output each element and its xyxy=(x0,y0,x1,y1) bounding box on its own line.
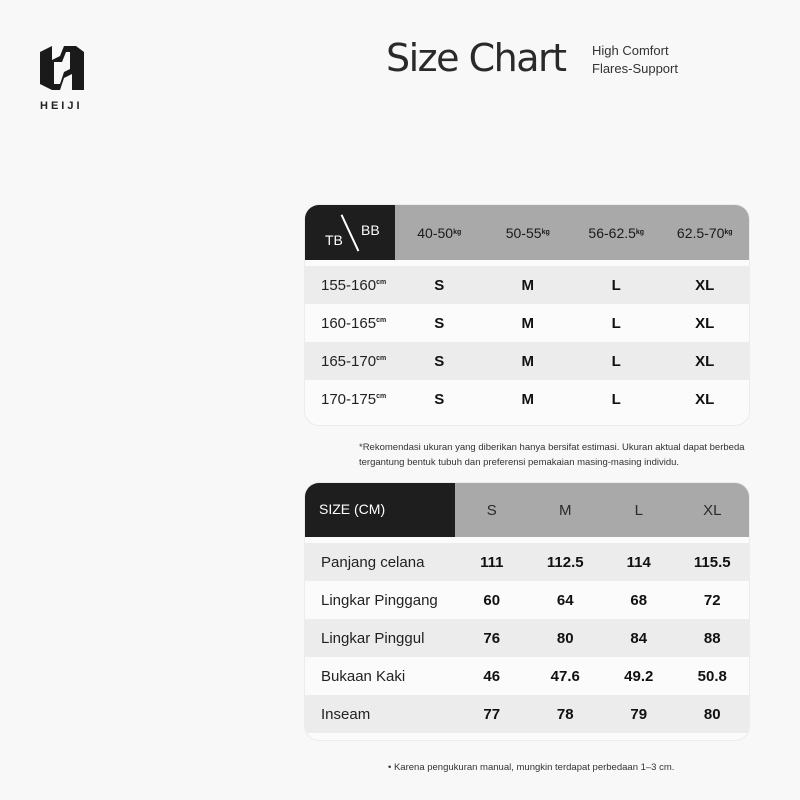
measurement-cell: 49.2 xyxy=(624,667,654,685)
measurement-label: Bukaan Kaki xyxy=(321,667,406,685)
weight-column-header: 50-55 kg xyxy=(505,224,550,241)
page-title: Size Chart xyxy=(386,36,566,80)
measurement-cell: 111 xyxy=(480,553,504,571)
manual-measurement-note: • Karena pengukuran manual, mungkin terdapat perbedaan 1–3 cm. xyxy=(388,762,675,773)
measurement-cell: 50.8 xyxy=(697,667,727,685)
size-cell: S xyxy=(434,276,445,294)
table-row xyxy=(305,342,749,380)
size-cell: XL xyxy=(695,276,715,294)
measurement-label: Panjang celana xyxy=(321,553,425,571)
size-cell: L xyxy=(611,352,621,370)
table-row xyxy=(305,304,749,342)
weight-column-header: 56-62.5 kg xyxy=(588,224,645,241)
page-subtitle xyxy=(592,42,678,78)
measurement-label: Lingkar Pinggul xyxy=(321,629,425,647)
subtitle-line: Flares-Support xyxy=(592,61,678,76)
weight-column-header: 62.5-70 kg xyxy=(676,224,733,241)
height-label: $155-160^{cm}$ xyxy=(321,276,387,294)
size-cell: XL xyxy=(695,352,715,370)
size-cell: XL xyxy=(695,390,715,408)
table-row xyxy=(305,695,749,733)
measurement-cell: 46 xyxy=(483,667,501,685)
header-corner xyxy=(305,205,395,260)
measurement-cell: 64 xyxy=(556,591,574,609)
table-row xyxy=(305,619,749,657)
measurement-cell: 84 xyxy=(630,629,648,647)
measurement-cell: 80 xyxy=(556,629,574,647)
brand-name: HEIJI xyxy=(40,100,83,112)
size-cell: S xyxy=(434,314,445,332)
size-column-header: M xyxy=(559,501,572,519)
table-row xyxy=(305,380,749,418)
measurement-cell: 114 xyxy=(626,553,651,571)
estimation-note: *Rekomendasi ukuran yang diberikan hanya bersifat estimasi. Ukuran aktual dapat berbeda tergantung bentuk tubuh dan preferensi pemakaian masing-masing individu. xyxy=(359,442,745,468)
height-label: $170-175^{cm}$ xyxy=(321,390,387,408)
table-row xyxy=(305,543,749,581)
size-column-header: XL xyxy=(703,501,722,519)
size-cell: S xyxy=(434,352,445,370)
size-cell: S xyxy=(434,390,445,408)
corner-divider xyxy=(341,215,359,252)
size-cell: L xyxy=(611,390,621,408)
measurement-cell: 77 xyxy=(483,705,501,723)
size-recommendation-table xyxy=(305,205,749,425)
table-row xyxy=(305,581,749,619)
measurement-label: Lingkar Pinggang xyxy=(321,591,438,609)
table-row xyxy=(305,266,749,304)
weight-column-header: 40-50 kg xyxy=(417,224,462,241)
size-cell: L xyxy=(611,314,621,332)
subtitle-line: High Comfort xyxy=(592,43,669,58)
measurement-cell: 78 xyxy=(556,705,574,723)
height-axis-label: TB xyxy=(325,232,343,248)
measurement-cell: 79 xyxy=(630,705,648,723)
measurement-cell: 80 xyxy=(703,705,721,723)
table-row xyxy=(305,657,749,695)
table-header xyxy=(305,483,749,537)
height-label: $160-165^{cm}$ xyxy=(321,314,387,332)
measurement-cell: 68 xyxy=(630,591,648,609)
size-cell: M xyxy=(521,352,534,370)
size-cell: M xyxy=(521,276,534,294)
size-cell: XL xyxy=(695,314,715,332)
measurement-cell: 76 xyxy=(483,629,501,647)
measurement-cell: 60 xyxy=(483,591,501,609)
table-header xyxy=(305,205,749,260)
size-column-header: S xyxy=(486,501,497,519)
height-label: $165-170^{cm}$ xyxy=(321,352,387,370)
size-unit-label: SIZE (CM) xyxy=(319,501,386,517)
size-column-header: L xyxy=(634,501,643,519)
measurement-cell: 115.5 xyxy=(693,553,731,571)
size-cell: L xyxy=(611,276,621,294)
measurement-cell: 88 xyxy=(703,629,721,647)
size-cell: M xyxy=(521,314,534,332)
weight-axis-label: BB xyxy=(361,222,380,238)
measurement-cell: 47.6 xyxy=(550,667,580,685)
measurement-label: Inseam xyxy=(321,705,371,723)
header-corner xyxy=(305,483,455,537)
size-measurement-table xyxy=(305,483,749,740)
measurement-cell: 72 xyxy=(703,591,721,609)
measurement-cell: 112.5 xyxy=(546,553,584,571)
brand-logo-icon xyxy=(38,44,86,92)
size-cell: M xyxy=(521,390,534,408)
